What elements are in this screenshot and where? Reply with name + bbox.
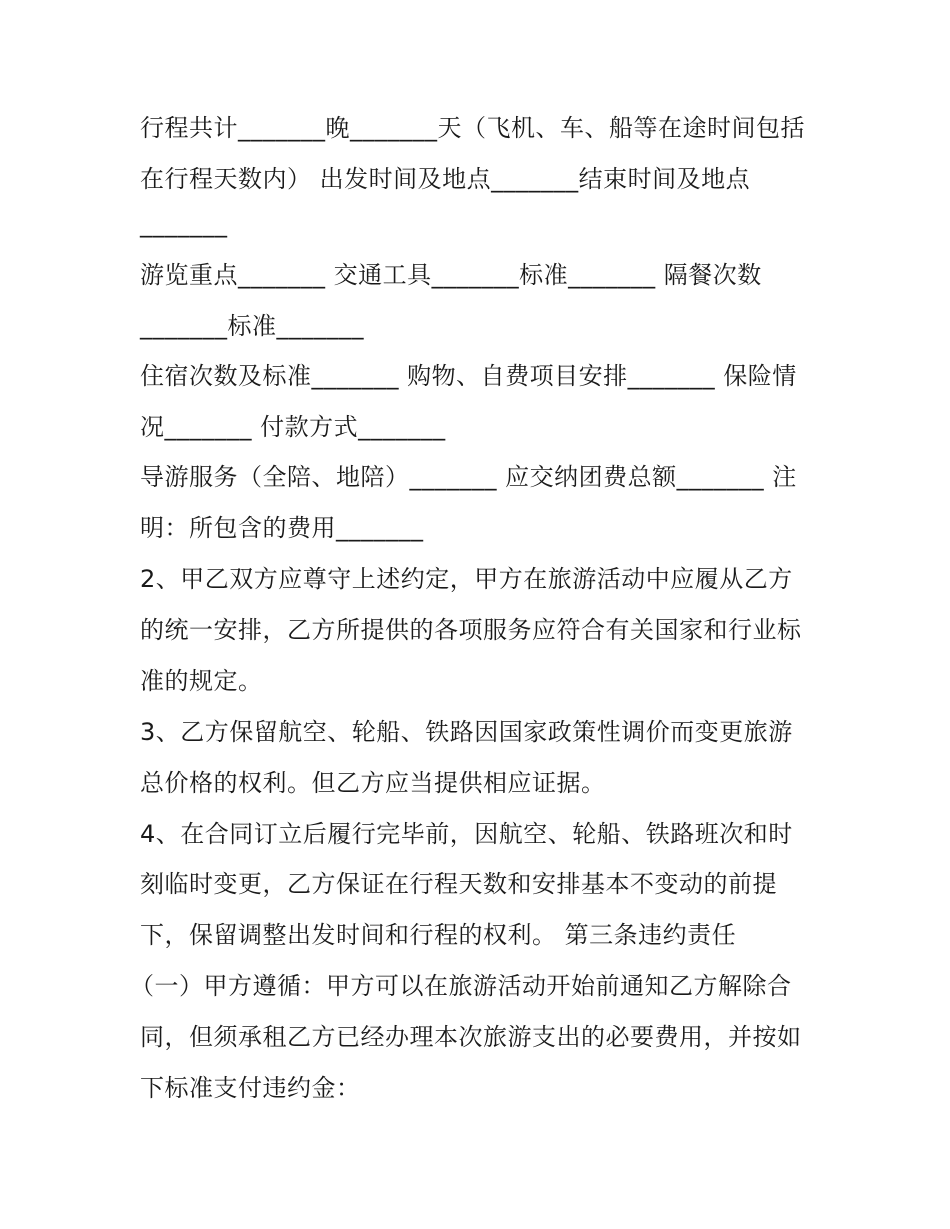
text-line: 下标准支付违约金： bbox=[140, 1074, 361, 1102]
text-line: 下，保留调整出发时间和行程的权利。 第三条违约责任 bbox=[140, 921, 737, 949]
text-line: 2、甲乙双方应尊守上述约定，甲方在旅游活动中应履从乙方 bbox=[140, 565, 793, 593]
text-line: 行程共计_______晚_______天（飞机、车、船等在途时间包括 bbox=[140, 114, 805, 142]
text-line: 刻临时变更，乙方保证在行程天数和安排基本不变动的前提 bbox=[140, 870, 777, 898]
text-line: 游览重点_______ 交通工具_______标准_______ 隔餐次数 bbox=[140, 261, 762, 289]
text-line: 准的规定。 bbox=[140, 667, 263, 695]
text-line: 的统一安排，乙方所提供的各项服务应符合有关国家和行业标 bbox=[140, 616, 802, 644]
text-line: 4、在合同订立后履行完毕前，因航空、轮船、铁路班次和时 bbox=[140, 820, 793, 848]
text-line: 总价格的权利。但乙方应当提供相应证据。 bbox=[140, 769, 606, 797]
text-line: 3、乙方保留航空、轮船、铁路因国家政策性调价而变更旅游 bbox=[140, 718, 793, 746]
text-line: _______标准_______ bbox=[140, 312, 364, 340]
text-line: 在行程天数内） 出发时间及地点_______结束时间及地点 bbox=[140, 165, 751, 193]
text-line: 明：所包含的费用_______ bbox=[140, 514, 424, 542]
text-line: 住宿次数及标准_______ 购物、自费项目安排_______ 保险情 bbox=[140, 362, 797, 390]
text-line: （一）甲方遵循：甲方可以在旅游活动开始前通知乙方解除合 bbox=[130, 972, 792, 1000]
text-line: 同，但须承租乙方已经办理本次旅游支出的必要费用，并按如 bbox=[140, 1023, 802, 1051]
text-line: 况_______ 付款方式_______ bbox=[140, 413, 446, 441]
text-line: 导游服务（全陪、地陪）_______ 应交纳团费总额_______ 注 bbox=[140, 463, 797, 491]
text-line: _______ bbox=[140, 210, 228, 238]
